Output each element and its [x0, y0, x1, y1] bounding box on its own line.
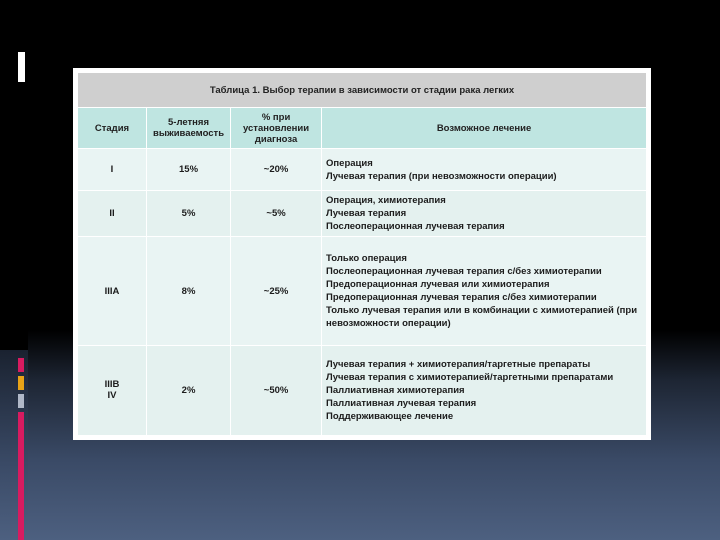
stage-line: IIIB [104, 379, 120, 391]
cell-stage [78, 345, 147, 435]
cell-diagnosis: ~5% [231, 191, 322, 237]
cell-diagnosis: ~25% [231, 237, 322, 345]
treatment-line: Лучевая терапия + химиотерапия/таргетные препараты [326, 358, 591, 370]
table-row [78, 345, 647, 435]
slide-accent-stripe-pink [18, 358, 24, 372]
cell-diagnosis: ~20% [231, 149, 322, 191]
header-survival: 5-летняя выживаемость [147, 108, 231, 149]
therapy-table-frame [73, 68, 651, 440]
slide-accent-mark [18, 52, 25, 82]
table-header-row [78, 108, 647, 149]
treatment-line: Предоперационная лучевая терапия с/без химиотерапии [326, 292, 597, 304]
stage-line: IV [107, 390, 117, 402]
treatment-line: Паллиативная лучевая терапия [326, 397, 477, 409]
treatment-line: Предоперационная лучевая или химиотерапия [326, 279, 550, 291]
treatment-line: Послеоперационная лучевая терапия [326, 221, 505, 233]
table-row [78, 191, 647, 237]
table-caption-row [78, 73, 647, 108]
treatment-line: Паллиативная химиотерапия [326, 384, 465, 396]
cell-diagnosis: ~50% [231, 345, 322, 435]
cell-survival: 5% [147, 191, 231, 237]
table-row [78, 149, 647, 191]
table-caption: Таблица 1. Выбор терапии в зависимости от стадии рака легких [78, 73, 647, 108]
slide-accent-stripe-pink-long [18, 412, 24, 540]
therapy-table [77, 72, 647, 436]
cell-stage: I [78, 149, 147, 191]
cell-survival: 2% [147, 345, 231, 435]
table-row [78, 237, 647, 345]
cell-treatment [322, 237, 647, 345]
cell-stage: II [78, 191, 147, 237]
cell-survival: 8% [147, 237, 231, 345]
treatment-line: Лучевая терапия [326, 208, 407, 220]
treatment-line: Только операция [326, 253, 407, 265]
treatment-line: Лучевая терапия с химиотерапией/таргетными препаратами [326, 371, 614, 383]
treatment-line: Послеоперационная лучевая терапия с/без химиотерапии [326, 266, 602, 278]
cell-treatment [322, 191, 647, 237]
header-stage: Стадия [78, 108, 147, 149]
cell-stage: IIIA [78, 237, 147, 345]
slide-accent-stripe-orange [18, 376, 24, 390]
header-diagnosis: % при установлении диагноза [231, 108, 322, 149]
header-treatment: Возможное лечение [322, 108, 647, 149]
cell-treatment [322, 149, 647, 191]
treatment-line: Лучевая терапия (при невозможности операции) [326, 170, 557, 182]
treatment-line: Только лучевая терапия или в комбинации с химиотерапией (при невозможности операции) [326, 305, 638, 330]
treatment-line: Операция [326, 157, 373, 169]
cell-survival: 15% [147, 149, 231, 191]
cell-treatment [322, 345, 647, 435]
slide-accent-stripe-gray [18, 394, 24, 408]
treatment-line: Поддерживающее лечение [326, 410, 454, 422]
treatment-line: Операция, химиотерапия [326, 195, 446, 207]
